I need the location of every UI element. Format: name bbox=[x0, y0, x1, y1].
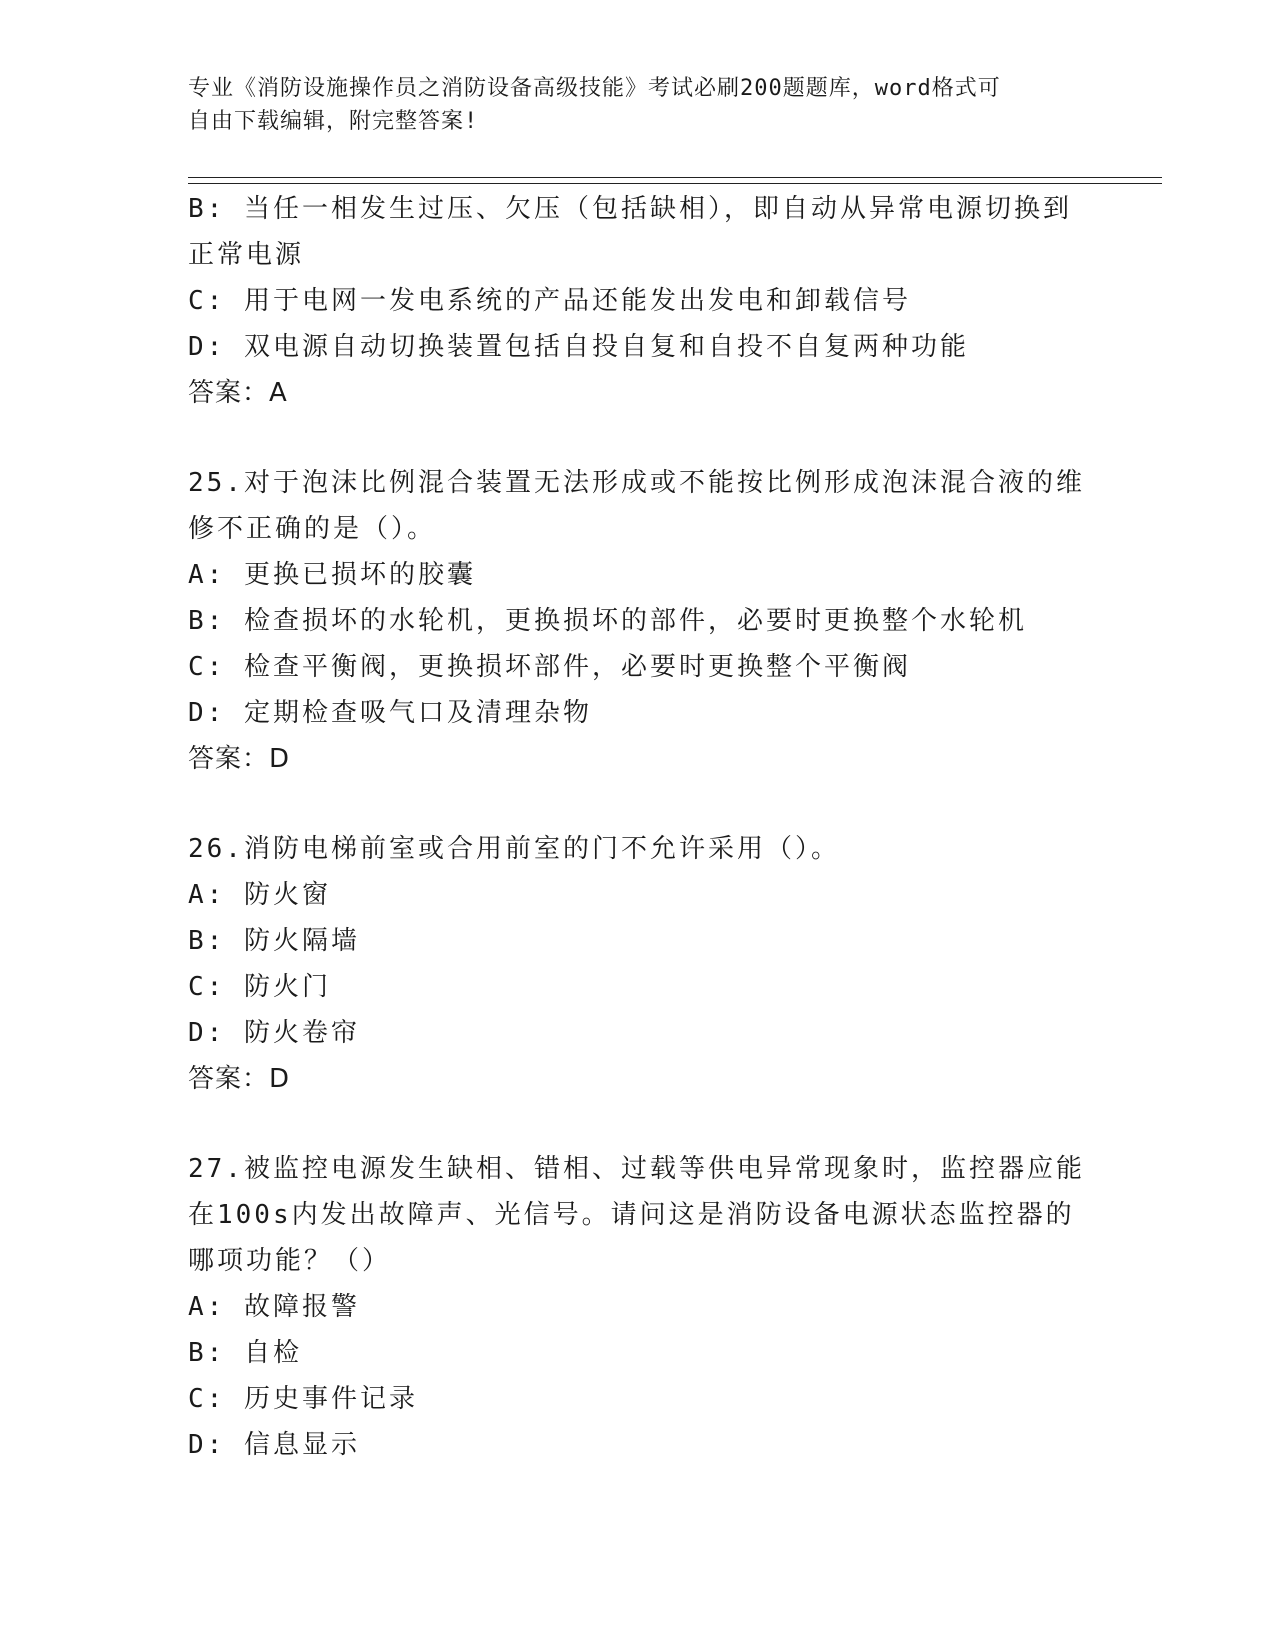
option-d: D: 定期检查吸气口及清理杂物 bbox=[188, 698, 592, 728]
option-a: A: 故障报警 bbox=[188, 1292, 360, 1322]
question-stem: 26.消防电梯前室或合用前室的门不允许采用（）。 bbox=[188, 834, 840, 864]
header-title-line2: 自由下载编辑，附完整答案! bbox=[188, 109, 479, 134]
page-header bbox=[188, 72, 1088, 138]
header-title-line1: 专业《消防设施操作员之消防设备高级技能》考试必刷200题题库，word格式可 bbox=[188, 76, 1001, 101]
option-b: B: 检查损坏的水轮机，更换损坏的部件，必要时更换整个水轮机 bbox=[188, 606, 1027, 636]
option-c: C: 历史事件记录 bbox=[188, 1384, 418, 1414]
question-stem-continued: 哪项功能？（） bbox=[188, 1246, 392, 1276]
question-stem: 27.被监控电源发生缺相、错相、过载等供电异常现象时，监控器应能 bbox=[188, 1154, 1085, 1184]
header-divider-top bbox=[188, 177, 1162, 178]
option-c: C: 防火门 bbox=[188, 972, 331, 1002]
option-b-continued: 正常电源 bbox=[188, 240, 305, 270]
header-divider-bottom bbox=[188, 183, 1162, 184]
question-24-continued bbox=[188, 186, 1088, 416]
question-27 bbox=[188, 1146, 1088, 1468]
answer-label: 答案：A bbox=[188, 378, 288, 408]
option-c: C: 用于电网一发电系统的产品还能发出发电和卸载信号 bbox=[188, 286, 911, 316]
option-d: D: 双电源自动切换装置包括自投自复和自投不自复两种功能 bbox=[188, 332, 969, 362]
question-25 bbox=[188, 460, 1088, 782]
question-content bbox=[188, 186, 1088, 1468]
option-a: A: 防火窗 bbox=[188, 880, 331, 910]
answer-label: 答案：D bbox=[188, 744, 291, 774]
answer-label: 答案：D bbox=[188, 1064, 291, 1094]
option-b: B: 防火隔墙 bbox=[188, 926, 360, 956]
option-b: B: 当任一相发生过压、欠压（包括缺相），即自动从异常电源切换到 bbox=[188, 194, 1072, 224]
option-b: B: 自检 bbox=[188, 1338, 302, 1368]
option-d: D: 信息显示 bbox=[188, 1430, 360, 1460]
option-d: D: 防火卷帘 bbox=[188, 1018, 360, 1048]
option-a: A: 更换已损坏的胶囊 bbox=[188, 560, 476, 590]
question-stem: 25.对于泡沫比例混合装置无法形成或不能按比例形成泡沫混合液的维 bbox=[188, 468, 1085, 498]
question-26 bbox=[188, 826, 1088, 1102]
question-stem-continued: 修不正确的是（）。 bbox=[188, 514, 437, 544]
question-stem-continued: 在100s内发出故障声、光信号。请问这是消防设备电源状态监控器的 bbox=[188, 1200, 1075, 1230]
option-c: C: 检查平衡阀，更换损坏部件，必要时更换整个平衡阀 bbox=[188, 652, 911, 682]
